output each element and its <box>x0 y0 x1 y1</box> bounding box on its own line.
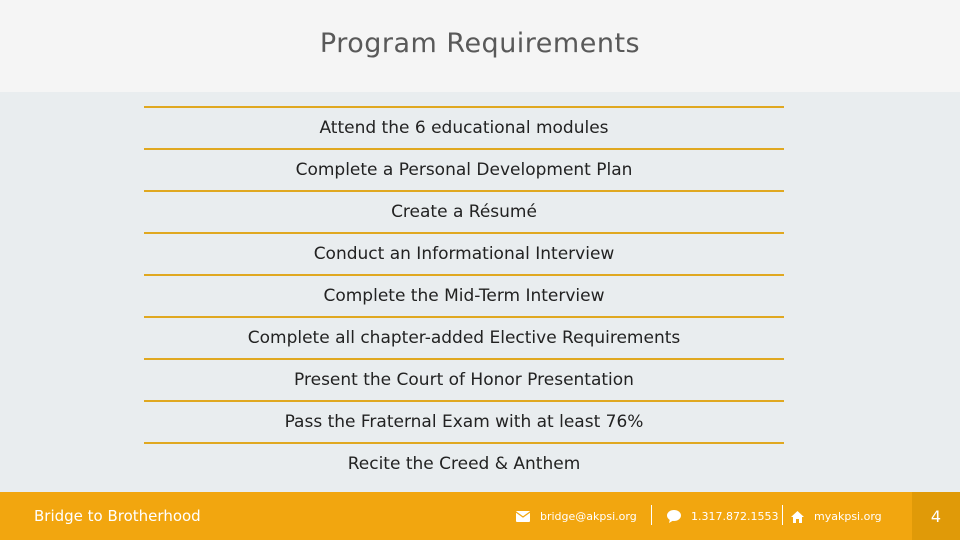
separator <box>651 505 652 525</box>
footer-bar <box>0 492 960 540</box>
requirement-item: Complete all chapter-added Elective Requirements <box>247 328 681 348</box>
email-contact[interactable] <box>516 510 637 523</box>
requirement-item: Create a Résumé <box>391 202 537 222</box>
envelope-icon <box>516 511 530 522</box>
home-icon <box>791 511 804 523</box>
chat-bubble-icon <box>667 510 681 523</box>
requirement-item: Complete the Mid-Term Interview <box>323 286 605 306</box>
website-text: myakpsi.org <box>814 510 882 523</box>
page-number: 4 <box>912 492 960 540</box>
website-contact[interactable] <box>791 510 882 523</box>
requirements-list <box>144 106 784 484</box>
footer-brand: Bridge to Brotherhood <box>34 507 201 525</box>
email-text: bridge@akpsi.org <box>540 510 637 523</box>
requirement-item: Pass the Fraternal Exam with at least 76% <box>284 412 644 432</box>
requirement-item: Conduct an Informational Interview <box>313 244 615 264</box>
phone-text: 1.317.872.1553 <box>691 510 779 523</box>
requirement-item: Present the Court of Honor Presentation <box>294 370 634 390</box>
slide-title: Program Requirements <box>319 28 641 59</box>
phone-contact[interactable] <box>667 510 778 523</box>
requirement-item: Complete a Personal Development Plan <box>295 160 633 180</box>
requirement-item: Recite the Creed & Anthem <box>347 454 581 474</box>
requirement-item: Attend the 6 educational modules <box>319 118 609 138</box>
separator <box>782 505 783 525</box>
